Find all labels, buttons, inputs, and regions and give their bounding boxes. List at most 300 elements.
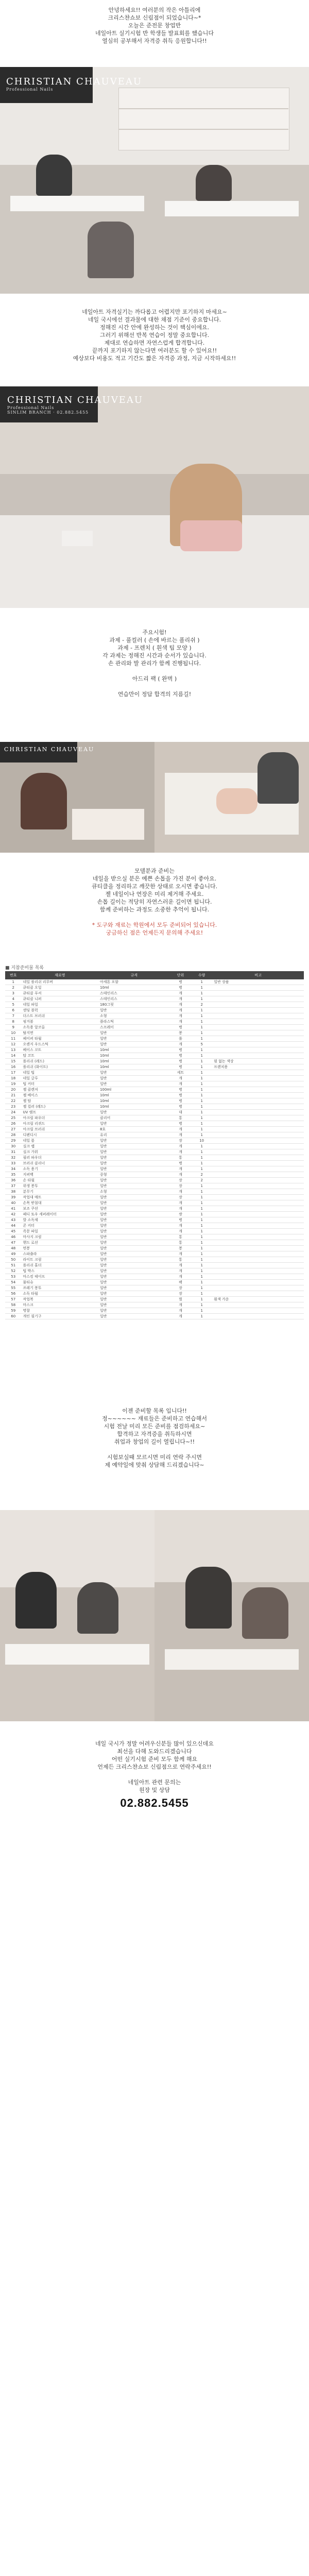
table-cell: 1 xyxy=(191,1087,212,1093)
table-cell: UV 램프 xyxy=(21,1110,98,1115)
table-row xyxy=(5,1008,304,1013)
table-cell: 네일 글루 xyxy=(21,1076,98,1081)
table-cell xyxy=(212,1308,304,1314)
contact-line: 최선을 다해 도와드리겠습니다 xyxy=(117,1748,192,1755)
table-cell xyxy=(212,1280,304,1285)
table-cell: 50 xyxy=(5,1257,21,1263)
practice-photo-right xyxy=(154,742,309,853)
table-cell: 10 xyxy=(191,1138,212,1144)
practice-photo-left: CHRISTIAN CHAUVEAU xyxy=(0,742,154,853)
table-cell: 일반 xyxy=(98,1297,170,1302)
table-cell: 1 xyxy=(191,1246,212,1251)
table-cell: 병 xyxy=(170,1025,191,1030)
table-cell xyxy=(212,1229,304,1234)
table-row xyxy=(5,1257,304,1263)
table-cell: 1 xyxy=(191,1223,212,1229)
table-cell: 통 xyxy=(170,1240,191,1246)
table-cell: 장 xyxy=(170,1183,191,1189)
section5-line: 시험 전날 미리 모든 준비를 점검하세요~ xyxy=(104,1423,205,1430)
table-cell: 일반 xyxy=(98,1195,170,1200)
table-cell: 마사지 크림 xyxy=(21,1234,98,1240)
table-cell: 봉 xyxy=(170,1246,191,1251)
table-cell: 일반 xyxy=(98,1291,170,1297)
table-cell xyxy=(212,1155,304,1161)
table-cell: 2 xyxy=(191,1178,212,1183)
table-row xyxy=(5,1251,304,1257)
table-cell: 1 xyxy=(191,1268,212,1274)
table-cell xyxy=(212,1172,304,1178)
table-cell: 폴리쉬 (레드) xyxy=(21,1059,98,1064)
table-cell: 마스크 xyxy=(21,1302,98,1308)
table-cell: 핸드 로션 xyxy=(21,1240,98,1246)
table-cell: 1 xyxy=(191,1217,212,1223)
section5-line: 제 예약일에 맞춰 상담해 드리겠습니다~ xyxy=(105,1462,204,1468)
table-cell: 일반 xyxy=(98,1229,170,1234)
table-cell: 1 xyxy=(191,979,212,985)
table-cell: 병 xyxy=(170,1093,191,1098)
table-row xyxy=(5,1087,304,1093)
table-cell: 개 xyxy=(170,1268,191,1274)
table-row xyxy=(5,1223,304,1229)
contact-line: 언제든 크리스챤쇼보 신림점으로 연락주세요!! xyxy=(97,1764,212,1770)
table-cell: 개 xyxy=(170,1008,191,1013)
section3-text xyxy=(0,608,309,742)
table-row xyxy=(5,1138,304,1144)
table-cell: 개 xyxy=(170,1132,191,1138)
table-cell: 소형 xyxy=(98,1013,170,1019)
table-cell xyxy=(212,985,304,991)
table-cell: 1 xyxy=(191,1030,212,1036)
table-cell: 54 xyxy=(5,1280,21,1285)
table-cell: 1 xyxy=(191,1064,212,1070)
table-cell: 1 xyxy=(191,1280,212,1285)
section5-line xyxy=(0,1446,309,1453)
section3-line: 손 관리와 발 관리가 함께 진행됩니다. xyxy=(108,660,201,667)
table-cell: 일반 xyxy=(98,1042,170,1047)
table-row xyxy=(5,1314,304,1319)
table-cell: 핑거볼 xyxy=(21,1019,98,1025)
class-photo-left xyxy=(0,1510,154,1721)
table-cell: 37 xyxy=(5,1183,21,1189)
table-row xyxy=(5,1070,304,1076)
table-row xyxy=(5,1166,304,1172)
table-cell: 46 xyxy=(5,1234,21,1240)
table-cell: 16 xyxy=(5,1064,21,1070)
table-cell: 네일 폼 xyxy=(21,1138,98,1144)
table-cell: 60 xyxy=(5,1314,21,1319)
table-cell: 55 xyxy=(5,1285,21,1291)
table-cell: 1 xyxy=(191,1200,212,1206)
table-cell: 일반 xyxy=(98,1314,170,1319)
table-cell: 29 xyxy=(5,1138,21,1144)
table-row xyxy=(5,1076,304,1081)
table-row xyxy=(5,1121,304,1127)
table-cell: 봉 xyxy=(170,1030,191,1036)
table-cell: 폴리쉬 (화이트) xyxy=(21,1064,98,1070)
table-cell: 오렌지 우드스틱 xyxy=(21,1042,98,1047)
table-cell xyxy=(212,1189,304,1195)
table-cell: 스테인리스 xyxy=(98,991,170,996)
table-cell: 일반 xyxy=(98,1161,170,1166)
section5-line: 정~~~~~~ 재료들은 준비하고 연습해서 xyxy=(102,1415,207,1422)
table-cell: 개 xyxy=(170,991,191,996)
table-cell: 소형 xyxy=(98,1189,170,1195)
table-cell xyxy=(212,1036,304,1042)
contact-line: 네일 국시가 정말 어려우신분들 많이 있으신데요 xyxy=(95,1740,214,1747)
table-cell: 1 xyxy=(191,1161,212,1166)
table-cell: 12 xyxy=(5,1042,21,1047)
table-cell: 1 xyxy=(191,1240,212,1246)
table-row xyxy=(5,1280,304,1285)
section4-line: 궁금하신 점은 언제든지 문의해 주세요! xyxy=(106,929,203,936)
table-cell: 19 xyxy=(5,1081,21,1087)
table-cell: 소독용 알코올 xyxy=(21,1025,98,1030)
table-cell: 1 xyxy=(191,1047,212,1053)
table-cell: 병 xyxy=(170,1161,191,1166)
table-cell: 41 xyxy=(5,1206,21,1212)
table-cell: 21 xyxy=(5,1093,21,1098)
table-cell xyxy=(212,1030,304,1036)
table-cell xyxy=(212,1217,304,1223)
section3-line: 연습만이 정답 합격의 지름길! xyxy=(117,691,192,698)
table-cell: 51 xyxy=(5,1263,21,1268)
table-row xyxy=(5,1030,304,1036)
table-cell: 6 xyxy=(5,1008,21,1013)
table-cell xyxy=(212,1019,304,1025)
table-row xyxy=(5,1104,304,1110)
table-cell xyxy=(212,1149,304,1155)
table-cell: 개 xyxy=(170,1206,191,1212)
table-cell: 마스킹 테이프 xyxy=(21,1274,98,1280)
table-cell: 1 xyxy=(191,1251,212,1257)
table-cell xyxy=(212,991,304,996)
table-cell: 1 xyxy=(191,1155,212,1161)
table-cell: 1 xyxy=(191,1127,212,1132)
table-cell: 48 xyxy=(5,1246,21,1251)
table-cell: 10ml xyxy=(98,1098,170,1104)
table-cell: 개 xyxy=(170,1144,191,1149)
phone-number[interactable]: 02.882.5455 xyxy=(120,1797,189,1809)
table-cell: 개 xyxy=(170,1251,191,1257)
table-cell: 14 xyxy=(5,1053,21,1059)
table-row xyxy=(5,1036,304,1042)
section2-line: 끝까지 포기하지 않는다면 여러분도 할 수 있어요!! xyxy=(92,347,217,354)
table-row xyxy=(5,1081,304,1087)
table-cell: 8 xyxy=(5,1019,21,1025)
table-cell xyxy=(212,1314,304,1319)
table-header-row xyxy=(5,971,304,979)
section2-line: 제대로 연습하면 자연스럽게 합격합니다. xyxy=(104,340,205,346)
table-cell: 1 xyxy=(191,1257,212,1263)
table-cell: 일반 xyxy=(98,1308,170,1314)
table-cell: 작업대 매트 xyxy=(21,1195,98,1200)
materials-section xyxy=(0,964,309,1392)
table-cell: 통 xyxy=(170,1155,191,1161)
table-cell xyxy=(212,1166,304,1172)
table-cell: 1 xyxy=(191,1104,212,1110)
table-cell: 병 xyxy=(170,1217,191,1223)
table-cell xyxy=(212,1246,304,1251)
table-cell: 개 xyxy=(170,1042,191,1047)
table-cell: 손목 받침대 xyxy=(21,1200,98,1206)
table-cell: 큐티클 니퍼 xyxy=(21,996,98,1002)
table-cell: 24 xyxy=(5,1110,21,1115)
table-cell xyxy=(212,1053,304,1059)
table-row xyxy=(5,1110,304,1115)
table-cell: 일반 xyxy=(98,1206,170,1212)
table-cell: 일반 xyxy=(98,1183,170,1189)
table-cell: 네일 팁 xyxy=(21,1070,98,1076)
table-cell: 스프레이 xyxy=(98,1025,170,1030)
table-cell: 면봉 xyxy=(21,1246,98,1251)
table-cell: 스테인리스 xyxy=(98,996,170,1002)
table-cell: 병 xyxy=(170,979,191,985)
section3-line: 아드리 팩 ( 완벽 ) xyxy=(132,675,177,682)
table-cell: 아크릴 리퀴드 xyxy=(21,1121,98,1127)
table-cell: 중형 xyxy=(98,1172,170,1178)
table-cell xyxy=(212,1291,304,1297)
table-cell: 1 xyxy=(191,1076,212,1081)
table-cell: 펄 없는 색상 xyxy=(212,1059,304,1064)
table-row xyxy=(5,1291,304,1297)
table-cell: 일반 xyxy=(98,1268,170,1274)
table-cell: 실크 랩 xyxy=(21,1144,98,1149)
table-cell: 소독 용기 xyxy=(21,1166,98,1172)
table-cell: 지퍼백 xyxy=(21,1172,98,1178)
table-row xyxy=(5,991,304,996)
table-cell: 10ml xyxy=(98,985,170,991)
table-cell: 일반 xyxy=(98,1121,170,1127)
table-row xyxy=(5,1240,304,1246)
section3-line: 과제 - 프렌치 ( 흰색 팁 모양 ) xyxy=(117,645,192,651)
classroom-photo-1 xyxy=(0,67,309,294)
table-cell: 1 xyxy=(191,1274,212,1280)
table-row xyxy=(5,1200,304,1206)
table-cell: 1 xyxy=(191,1081,212,1087)
table-row xyxy=(5,1246,304,1251)
table-cell: 병 xyxy=(170,1059,191,1064)
table-cell: 위생 봉투 xyxy=(21,1183,98,1189)
table-row xyxy=(5,1155,304,1161)
table-cell: 통 xyxy=(170,1257,191,1263)
table-cell: 1 xyxy=(191,1036,212,1042)
table-cell: 개 xyxy=(170,1002,191,1008)
table-cell xyxy=(212,1013,304,1019)
table-cell xyxy=(212,1138,304,1144)
table-cell: 13 xyxy=(5,1047,21,1053)
table-cell: 분무기 xyxy=(21,1189,98,1195)
section2-line: 네일 국시에선 결과물에 대한 채점 기준이 중요합니다. xyxy=(88,316,221,323)
table-cell: 일반 xyxy=(98,1036,170,1042)
table-cell: 1 xyxy=(191,1013,212,1019)
table-cell: 유리 xyxy=(98,1132,170,1138)
table-cell: 작업복 xyxy=(21,1297,98,1302)
section4-line: 네일을 받으실 분은 예쁜 손톱을 가진 분이 좋아요. xyxy=(92,875,217,882)
section2-line: 그러기 위해선 반복 연습이 정말 중요합니다. xyxy=(99,332,210,338)
table-cell xyxy=(212,1206,304,1212)
table-row xyxy=(5,1047,304,1053)
table-row xyxy=(5,1274,304,1280)
class-photo-right xyxy=(154,1510,309,1721)
table-cell: 11 xyxy=(5,1036,21,1042)
table-cell: 2 xyxy=(5,985,21,991)
table-cell: 네일 파일 xyxy=(21,1002,98,1008)
table-row xyxy=(5,1302,304,1308)
table-cell: 일반 xyxy=(98,1223,170,1229)
table-cell: 7 xyxy=(5,1013,21,1019)
table-cell xyxy=(212,1161,304,1166)
table-cell: 병 xyxy=(170,1064,191,1070)
table-cell: 실크 가위 xyxy=(21,1149,98,1155)
table-cell: 병 xyxy=(170,1047,191,1053)
table-cell: 40 xyxy=(5,1200,21,1206)
col-header: 번호 xyxy=(5,971,21,979)
table-cell: 큐티클 푸셔 xyxy=(21,991,98,996)
table-cell: 일반 xyxy=(98,1144,170,1149)
table-cell: 일반 상품 xyxy=(212,979,304,985)
table-cell: 10ml xyxy=(98,1093,170,1098)
section2-line: 예상보다 비용도 적고 기간도 짧은 자격증 과정, 지금 시작하세요!! xyxy=(73,355,236,362)
table-cell: 100ml xyxy=(98,1087,170,1093)
table-cell xyxy=(212,1025,304,1030)
table-cell: 개 xyxy=(170,1076,191,1081)
table-cell: 개 xyxy=(170,1013,191,1019)
table-cell xyxy=(212,1263,304,1268)
section5-line: 합격하고 자격증을 취득하시면 xyxy=(117,1431,192,1437)
table-row xyxy=(5,1144,304,1149)
table-row xyxy=(5,1229,304,1234)
table-cell: 일반 xyxy=(98,1070,170,1076)
table-cell: 일반 xyxy=(98,1240,170,1246)
section4-line: 손톱 길이는 적당히 자연스러운 길이면 됩니다. xyxy=(97,899,212,905)
table-cell xyxy=(212,1223,304,1229)
table-cell: 59 xyxy=(5,1308,21,1314)
section2-line: 네일아트 자격실기는 까다롭고 어렵지만 포기하지 마세요~ xyxy=(82,309,227,315)
table-row xyxy=(5,1115,304,1121)
section4-line: 큐티클을 정리하고 깨끗한 상태로 오시면 좋습니다. xyxy=(91,883,218,890)
table-cell: 20 xyxy=(5,1087,21,1093)
table-row xyxy=(5,1212,304,1217)
contact-line: 원장 및 상담 xyxy=(139,1787,170,1793)
table-cell: 일반 xyxy=(98,1285,170,1291)
table-cell: 병 xyxy=(170,1121,191,1127)
table-cell xyxy=(212,1234,304,1240)
table-cell: 34 xyxy=(5,1166,21,1172)
table-cell: 일반 xyxy=(98,1280,170,1285)
table-cell: 롤 xyxy=(170,1036,191,1042)
table-cell: 28 xyxy=(5,1132,21,1138)
table-cell: 1 xyxy=(191,1019,212,1025)
table-cell: 페디 토우 세퍼레이터 xyxy=(21,1212,98,1217)
table-row xyxy=(5,1013,304,1019)
table-cell: 1 xyxy=(191,1314,212,1319)
table-cell: 47 xyxy=(5,1240,21,1246)
table-cell: 일반 xyxy=(98,1263,170,1268)
table-cell: 1 xyxy=(191,1195,212,1200)
table-cell: 장 xyxy=(170,1178,191,1183)
table-cell: 23 xyxy=(5,1104,21,1110)
table-cell: 개인 필기구 xyxy=(21,1314,98,1319)
table-cell: 샌딩 블럭 xyxy=(21,1008,98,1013)
table-cell: 1 xyxy=(191,1121,212,1127)
table-cell: 물티슈 xyxy=(21,1280,98,1285)
table-cell: 10 xyxy=(5,1030,21,1036)
table-cell: 개 xyxy=(170,1189,191,1195)
table-cell: 36 xyxy=(5,1178,21,1183)
table-row xyxy=(5,985,304,991)
table-cell: 1 xyxy=(191,1291,212,1297)
table-cell: 일반 xyxy=(98,1110,170,1115)
table-cell: 탑 코트 xyxy=(21,1053,98,1059)
section4-line: 젤 네일이나 연장은 미리 제거해 주세요. xyxy=(105,891,204,897)
table-cell: 43 xyxy=(5,1217,21,1223)
table-cell: 44 xyxy=(5,1223,21,1229)
class-photos xyxy=(0,1510,309,1721)
table-cell: 18 xyxy=(5,1076,21,1081)
table-cell: 큐티클 오일 xyxy=(21,985,98,991)
table-cell: 쌍 xyxy=(170,1212,191,1217)
table-cell xyxy=(212,1070,304,1076)
table-row xyxy=(5,1098,304,1104)
table-cell: 쓰레기 봉투 xyxy=(21,1285,98,1291)
table-cell: 1 xyxy=(191,1183,212,1189)
table-cell: 개 xyxy=(170,1149,191,1155)
section2-line: 정해진 시간 안에 완성하는 것이 핵심이에요. xyxy=(99,324,210,331)
table-cell: 1 xyxy=(191,1149,212,1155)
table-cell: 일반 xyxy=(98,1246,170,1251)
table-row xyxy=(5,1025,304,1030)
table-cell: 네일 폴리쉬 리무버 xyxy=(21,979,98,985)
table-cell: 플라스틱 xyxy=(98,1019,170,1025)
table-cell: 일반 xyxy=(98,1166,170,1172)
table-cell: 라이트 크림 xyxy=(21,1257,98,1263)
table-cell: 병 xyxy=(170,985,191,991)
table-row xyxy=(5,979,304,985)
table-cell xyxy=(212,1144,304,1149)
table-cell xyxy=(212,1081,304,1087)
table-row xyxy=(5,996,304,1002)
section2-text xyxy=(0,294,309,386)
table-cell: 세트 xyxy=(170,1070,191,1076)
table-cell: 1 xyxy=(191,1285,212,1291)
table-row xyxy=(5,1019,304,1025)
table-cell xyxy=(212,1047,304,1053)
table-cell: 35 xyxy=(5,1172,21,1178)
table-cell: 명찰 xyxy=(21,1308,98,1314)
table-row xyxy=(5,1149,304,1155)
table-cell: 8호 xyxy=(98,1127,170,1132)
table-cell: 39 xyxy=(5,1195,21,1200)
table-cell: 폴리쉬 홀더 xyxy=(21,1263,98,1268)
table-cell xyxy=(212,1183,304,1189)
table-cell: 53 xyxy=(5,1274,21,1280)
table-cell xyxy=(212,1115,304,1121)
table-cell: 38 xyxy=(5,1189,21,1195)
table-cell: 1 xyxy=(191,1166,212,1172)
section5-line: 시험보실때 모르시면 미리 연락 주시면 xyxy=(107,1454,202,1461)
table-cell: 개 xyxy=(170,1302,191,1308)
table-row xyxy=(5,1064,304,1070)
table-cell: 개 xyxy=(170,1274,191,1280)
student-photo xyxy=(0,386,309,608)
table-cell: 1 xyxy=(191,1297,212,1302)
table-cell: 페이퍼 타월 xyxy=(21,1036,98,1042)
table-cell: 1 xyxy=(5,979,21,985)
table-cell xyxy=(212,1076,304,1081)
table-row xyxy=(5,1042,304,1047)
table-cell: 베이스 코트 xyxy=(21,1047,98,1053)
table-cell: 장 xyxy=(170,1291,191,1297)
